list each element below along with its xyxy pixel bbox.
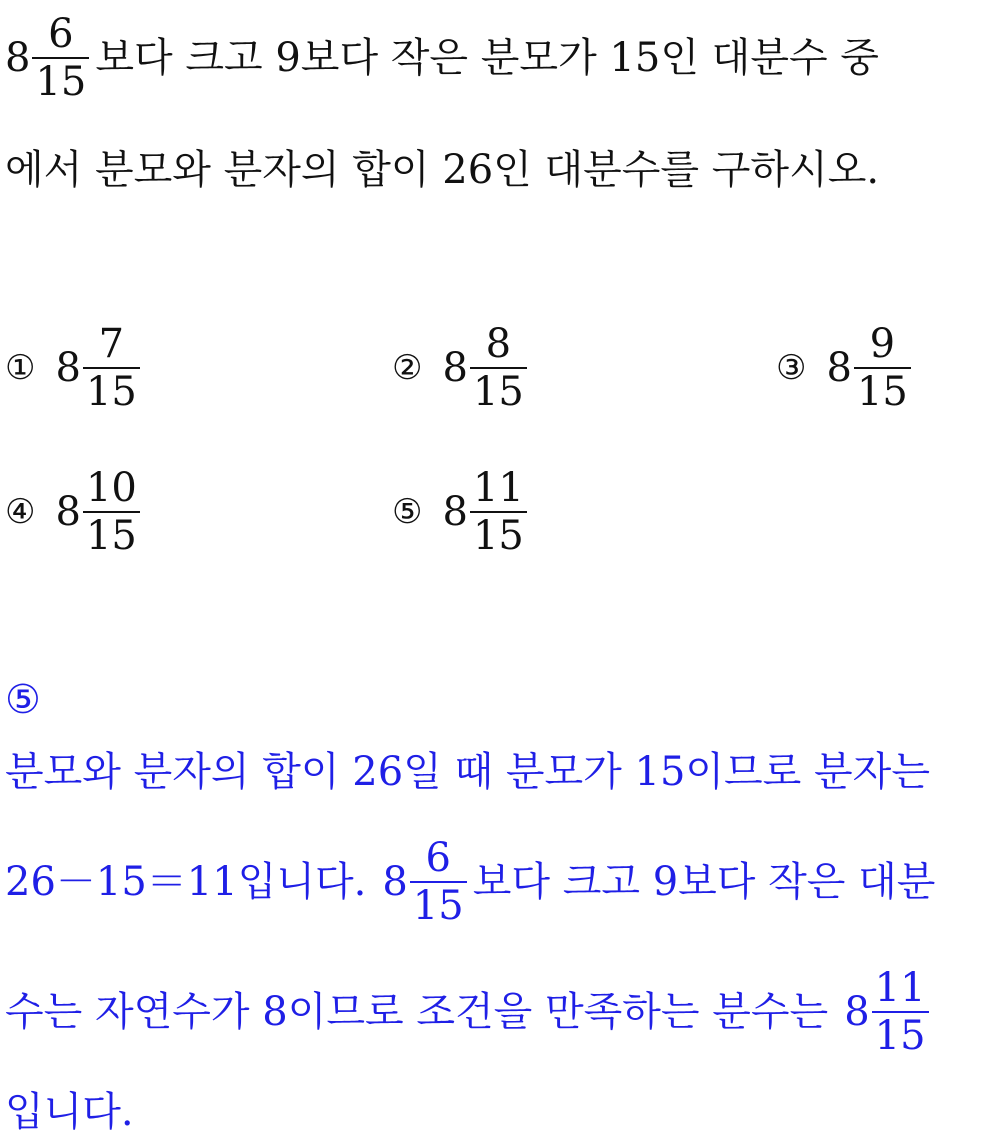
fraction <box>410 835 467 929</box>
explanation-line-3 <box>5 962 935 1062</box>
fraction-denominator: 15 <box>472 369 524 415</box>
fraction-denominator: 15 <box>85 369 137 415</box>
fraction <box>470 465 527 559</box>
explanation-text: 26－15＝11입니다. <box>5 859 367 905</box>
choice-number: ⑤ <box>392 492 423 532</box>
answer-mark: ⑤ <box>5 677 41 723</box>
question-text: 보다 크고 9보다 작은 분모가 15인 대분수 중 <box>95 35 879 81</box>
choice-1[interactable] <box>5 318 146 418</box>
mixed-whole: 8 <box>826 345 852 391</box>
fraction <box>872 965 929 1059</box>
fraction-numerator: 9 <box>869 321 896 367</box>
fraction-denominator: 15 <box>35 59 87 105</box>
fraction-denominator: 15 <box>412 883 464 929</box>
choice-4[interactable] <box>5 462 146 562</box>
fraction-denominator: 15 <box>472 513 524 559</box>
fraction-denominator: 15 <box>874 1013 926 1059</box>
fraction <box>83 321 140 415</box>
fraction <box>83 465 140 559</box>
fraction-denominator: 15 <box>856 369 908 415</box>
mixed-whole: 8 <box>844 989 870 1035</box>
choice-number: ③ <box>776 348 807 388</box>
fraction-numerator: 11 <box>472 465 524 511</box>
explanation-line-2 <box>5 832 935 932</box>
fraction-numerator: 6 <box>48 11 74 57</box>
fraction-numerator: 11 <box>874 965 926 1011</box>
explanation-text: 수는 자연수가 8이므로 조건을 만족하는 분수는 <box>5 989 829 1035</box>
fraction <box>854 321 911 415</box>
fraction <box>32 11 89 105</box>
question-line-1 <box>5 8 879 108</box>
mixed-whole: 8 <box>55 489 81 535</box>
fraction <box>470 321 527 415</box>
choice-number: ④ <box>5 492 36 532</box>
explanation-line-1: 분모와 분자의 합이 26일 때 분모가 15이므로 분자는 <box>5 749 930 795</box>
mixed-whole: 8 <box>442 345 468 391</box>
mixed-whole: 8 <box>382 859 408 905</box>
mixed-whole: 8 <box>442 489 468 535</box>
question-line-2: 에서 분모와 분자의 합이 26인 대분수를 구하시오. <box>5 147 880 193</box>
choice-2[interactable] <box>392 318 533 418</box>
fraction-numerator: 6 <box>425 835 451 881</box>
fraction-numerator: 10 <box>85 465 137 511</box>
choice-number: ② <box>392 348 423 388</box>
explanation-line-4: 입니다. <box>5 1089 134 1135</box>
choice-5[interactable] <box>392 462 533 562</box>
mixed-whole: 8 <box>5 35 31 81</box>
choice-3[interactable] <box>776 318 917 418</box>
fraction-numerator: 8 <box>485 321 512 367</box>
fraction-numerator: 7 <box>98 321 125 367</box>
explanation-text: 보다 크고 9보다 작은 대분 <box>472 859 936 905</box>
fraction-denominator: 15 <box>85 513 137 559</box>
choice-number: ① <box>5 348 36 388</box>
mixed-whole: 8 <box>55 345 81 391</box>
